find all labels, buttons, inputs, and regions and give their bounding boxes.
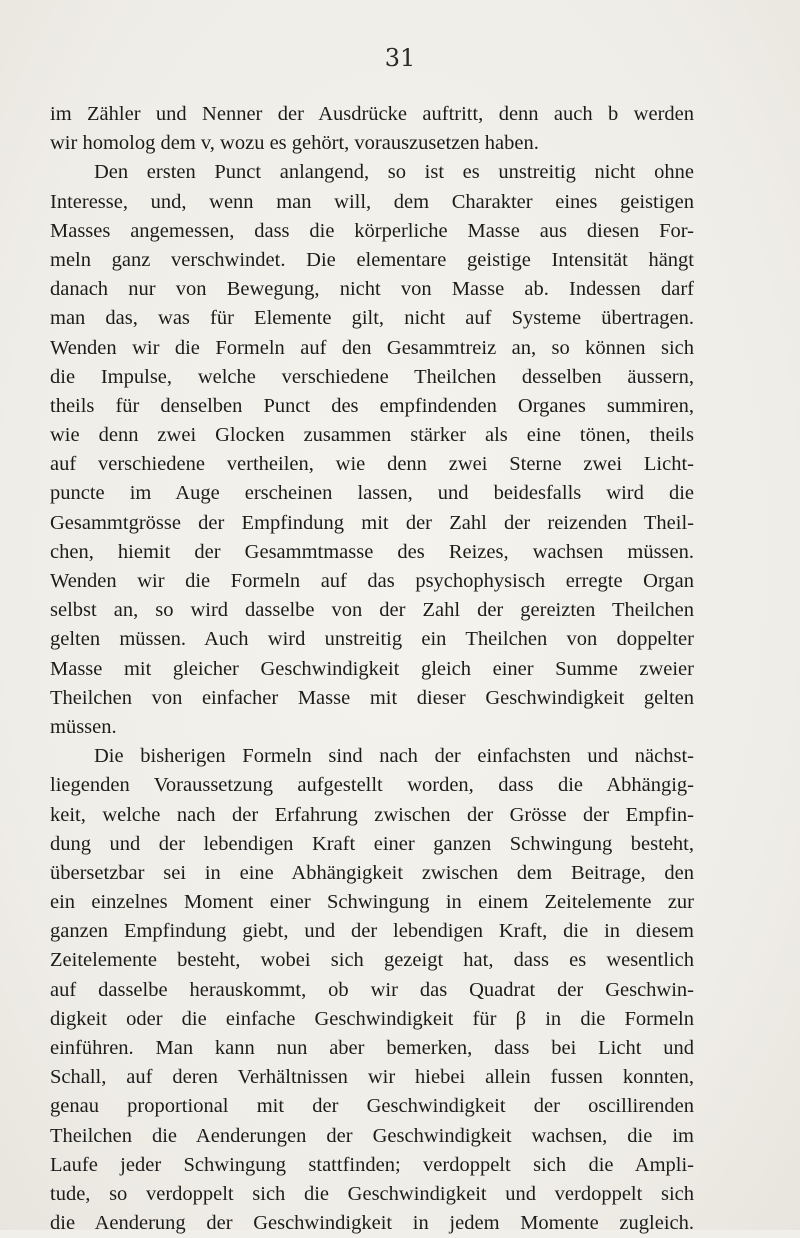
text-line: die Aenderung der Geschwindigkeit in jedem Momente zugleich. [50, 1212, 694, 1235]
text-line: Die bisherigen Formeln sind nach der einfachsten und nächst- [94, 745, 694, 768]
text-line: im Zähler und Nenner der Ausdrücke auftritt, denn auch b werden [50, 103, 694, 125]
text-line: Theilchen von einfacher Masse mit dieser Geschwindigkeit gelten [50, 686, 694, 709]
text-line: wir homolog dem v, wozu es gehört, vorauszusetzen haben. [50, 132, 539, 155]
text-line: dung und der lebendigen Kraft einer ganzen Schwingung besteht, [50, 832, 694, 855]
text-line: tude, so verdoppelt sich die Geschwindigkeit und verdoppelt sich [50, 1182, 694, 1205]
text-line: wie denn zwei Glocken zusammen stärker als eine tönen, theils [50, 424, 694, 447]
text-line: gelten müssen. Auch wird unstreitig ein Theilchen von doppelter [50, 628, 694, 651]
text-line: Wenden wir die Formeln auf das psychophysisch erregte Organ [50, 570, 694, 592]
text-line: Masse mit gleicher Geschwindigkeit gleich einer Summe zweier [50, 657, 694, 680]
paragraph [50, 100, 694, 158]
text-line: Interesse, und, wenn man will, dem Charakter eines geistigen [50, 190, 694, 213]
text-line: einführen. Man kann nun aber bemerken, dass bei Licht und [50, 1037, 694, 1059]
text-line: ganzen Empfindung giebt, und der lebendigen Kraft, die in diesem [50, 920, 694, 943]
text-line: chen, hiemit der Gesammtmasse des Reizes, wachsen müssen. [50, 540, 694, 563]
text-line: liegenden Voraussetzung aufgestellt worden, dass die Abhängig- [50, 774, 694, 797]
text-line: meln ganz verschwindet. Die elementare geistige Intensität hängt [50, 248, 694, 271]
text-line: Gesammtgrösse der Empfindung mit der Zahl der reizenden Theil- [50, 511, 694, 534]
paragraph [50, 158, 694, 742]
body-text [50, 100, 694, 1238]
text-line: Laufe jeder Schwingung stattfinden; verdoppelt sich die Ampli- [50, 1153, 694, 1176]
text-line: übersetzbar sei in eine Abhängigkeit zwischen dem Beitrage, den [50, 861, 694, 884]
text-line: keit, welche nach der Erfahrung zwischen der Grösse der Empfin- [50, 803, 694, 826]
text-line: Schall, auf deren Verhältnissen wir hiebei allein fussen konnten, [50, 1066, 694, 1089]
text-line: auf verschiedene vertheilen, wie denn zwei Sterne zwei Licht- [50, 453, 694, 476]
text-line: theils für denselben Punct des empfindenden Organes summiren, [50, 394, 694, 417]
text-line: danach nur von Bewegung, nicht von Masse ab. Indessen darf [50, 278, 694, 301]
text-line: puncte im Auge erscheinen lassen, und beidesfalls wird die [50, 482, 694, 505]
text-line: müssen. [50, 715, 117, 738]
paragraph [50, 742, 694, 1238]
text-line: auf dasselbe herauskommt, ob wir das Quadrat der Geschwin- [50, 978, 694, 1001]
text-line: Masses angemessen, dass die körperliche Masse aus diesen For- [50, 219, 694, 242]
text-line: genau proportional mit der Geschwindigkeit der oscillirenden [50, 1095, 694, 1118]
page-number: 31 [384, 44, 416, 72]
text-line: selbst an, so wird dasselbe von der Zahl der gereizten Theilchen [50, 599, 694, 622]
text-line: Den ersten Punct anlangend, so ist es unstreitig nicht ohne [94, 161, 694, 184]
text-line: digkeit oder die einfache Geschwindigkeit für β in die Formeln [50, 1007, 694, 1030]
text-line: die Impulse, welche verschiedene Theilchen desselben äussern, [50, 365, 694, 388]
text-line: Zeitelemente besteht, wobei sich gezeigt hat, dass es wesentlich [50, 949, 694, 972]
text-line: Wenden wir die Formeln auf den Gesammtreiz an, so können sich [50, 336, 694, 359]
text-line: Theilchen die Aenderungen der Geschwindigkeit wachsen, die im [50, 1124, 694, 1147]
text-line: ein einzelnes Moment einer Schwingung in einem Zeitelemente zur [50, 891, 694, 914]
text-line: man das, was für Elemente gilt, nicht auf Systeme übertragen. [50, 307, 694, 330]
